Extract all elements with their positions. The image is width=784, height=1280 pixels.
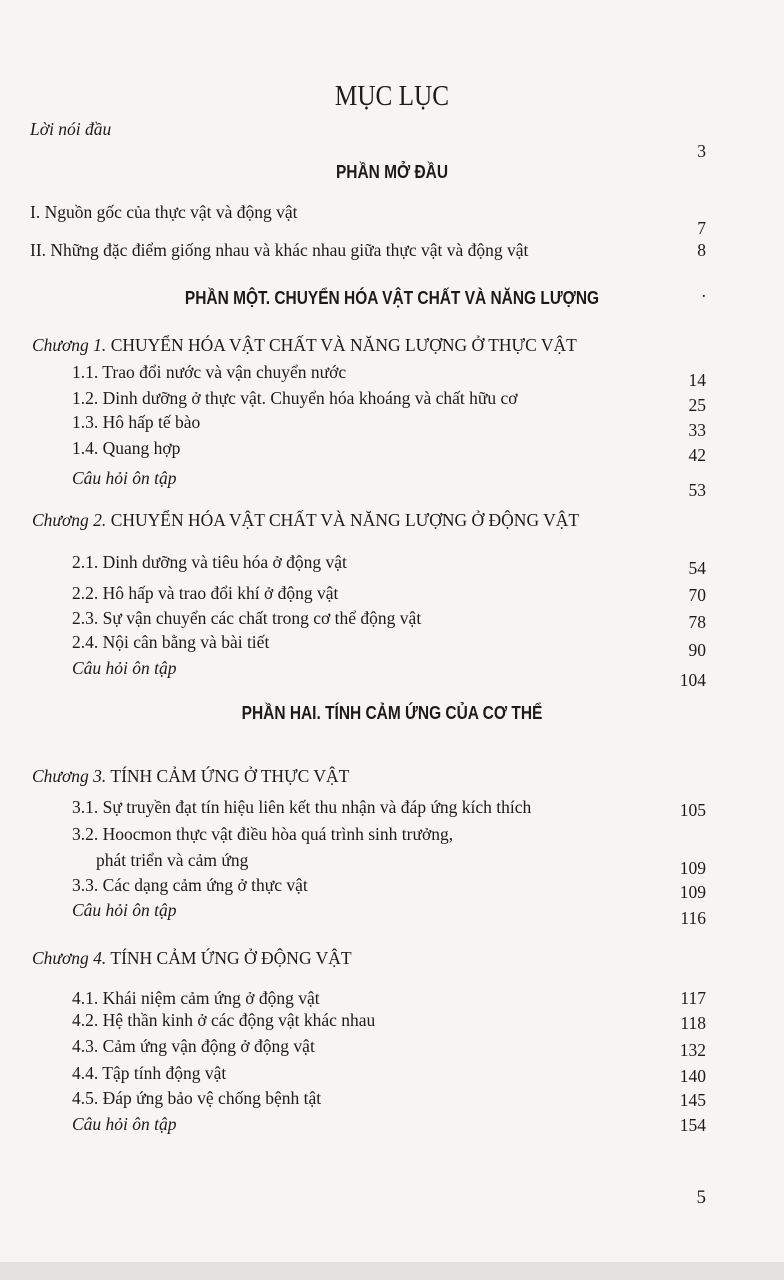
toc-entry: Câu hỏi ôn tập (72, 468, 177, 488)
toc-page: 105 (679, 800, 706, 820)
preface-page: 3 (697, 141, 706, 161)
toc-page: 154 (679, 1115, 706, 1135)
chapter-3-heading (32, 765, 349, 787)
toc-page: 8 (697, 240, 706, 260)
stray-mark: . (701, 281, 706, 301)
toc-page: 7 (697, 218, 706, 238)
chapter-prefix: Chương 2. (32, 510, 107, 530)
toc-entry: 3.1. Sự truyền đạt tín hiệu liên kết thu nhận và đáp ứng kích thích (72, 797, 532, 817)
toc-page: 70 (688, 585, 706, 605)
chapter-title: TÍNH CẢM ỨNG Ở THỰC VẬT (110, 766, 350, 786)
chapter-prefix: Chương 1. (32, 335, 107, 355)
page-title: MỤC LỤC (334, 81, 450, 112)
toc-entry: Câu hỏi ôn tập (72, 658, 177, 678)
toc-entry: I. Nguồn gốc của thực vật và động vật (30, 202, 298, 222)
toc-entry: 2.1. Dinh dưỡng và tiêu hóa ở động vật (72, 552, 347, 572)
toc-entry: Câu hỏi ôn tập (72, 900, 177, 920)
toc-entry: 1.3. Hô hấp tế bào (72, 412, 201, 432)
toc-entry: 2.2. Hô hấp và trao đổi khí ở động vật (72, 583, 339, 603)
toc-page: 33 (688, 420, 706, 440)
part1-heading: PHẦN MỘT. CHUYỂN HÓA VẬT CHẤT VÀ NĂNG LƯỢNG (184, 288, 600, 308)
chapter-2-heading (32, 509, 579, 531)
toc-entry: 1.2. Dinh dưỡng ở thực vật. Chuyển hóa khoáng và chất hữu cơ (72, 388, 518, 408)
chapter-title: CHUYỂN HÓA VẬT CHẤT VÀ NĂNG LƯỢNG Ở ĐỘNG VẬT (110, 510, 580, 530)
toc-entry: 2.4. Nội cân bằng và bài tiết (72, 632, 270, 652)
toc-page: 42 (688, 445, 706, 465)
toc-entry: 3.3. Các dạng cảm ứng ở thực vật (72, 875, 308, 895)
toc-entry: 4.4. Tập tính động vật (72, 1063, 227, 1083)
toc-page: 14 (688, 370, 706, 390)
chapter-1-heading (32, 334, 577, 356)
toc-page: 90 (688, 640, 706, 660)
toc-page: 132 (679, 1040, 706, 1060)
toc-entry: 1.1. Trao đổi nước và vận chuyển nước (72, 362, 347, 382)
toc-page: 140 (679, 1066, 706, 1086)
page-edge (0, 1262, 784, 1280)
toc-page: 78 (688, 612, 706, 632)
toc-page: 117 (680, 988, 706, 1008)
toc-entry: 4.5. Đáp ứng bảo vệ chống bệnh tật (72, 1088, 322, 1108)
toc-entry: 4.3. Cảm ứng vận động ở động vật (72, 1036, 315, 1056)
part2-heading: PHẦN HAI. TÍNH CẢM ỨNG CỦA CƠ THỂ (241, 703, 543, 723)
page-number: 5 (696, 1187, 706, 1208)
toc-page: 109 (679, 882, 706, 902)
toc-page: 54 (688, 558, 706, 578)
chapter-title: CHUYỂN HÓA VẬT CHẤT VÀ NĂNG LƯỢNG Ở THỰC VẬT (110, 335, 577, 355)
chapter-4-heading (32, 947, 352, 969)
chapter-prefix: Chương 4. (32, 948, 107, 968)
toc-page: 109 (679, 858, 706, 878)
toc-entry: 4.1. Khái niệm cảm ứng ở động vật (72, 988, 320, 1008)
toc-page: 118 (680, 1013, 706, 1033)
toc-entry: 4.2. Hệ thần kinh ở các động vật khác nhau (72, 1010, 376, 1030)
toc-page: 25 (688, 395, 706, 415)
intro-heading: PHẦN MỞ ĐẦU (335, 162, 449, 182)
chapter-title: TÍNH CẢM ỨNG Ở ĐỘNG VẬT (110, 948, 352, 968)
toc-entry: 2.3. Sự vận chuyển các chất trong cơ thể động vật (72, 608, 422, 628)
preface-label: Lời nói đầu (30, 119, 112, 139)
toc-entry: II. Những đặc điểm giống nhau và khác nhau giữa thực vật và động vật (30, 240, 529, 260)
toc-entry-continuation: phát triển và cảm ứng (96, 850, 249, 870)
toc-entry: Câu hỏi ôn tập (72, 1114, 177, 1134)
toc-page: 53 (688, 480, 706, 500)
toc-entry: 1.4. Quang hợp (72, 438, 181, 458)
toc-page: 116 (680, 908, 706, 928)
toc-page: 145 (679, 1090, 706, 1110)
toc-entry: 3.2. Hoocmon thực vật điều hòa quá trình sinh trưởng, (72, 824, 454, 844)
chapter-prefix: Chương 3. (32, 766, 107, 786)
toc-page: 104 (679, 670, 706, 690)
